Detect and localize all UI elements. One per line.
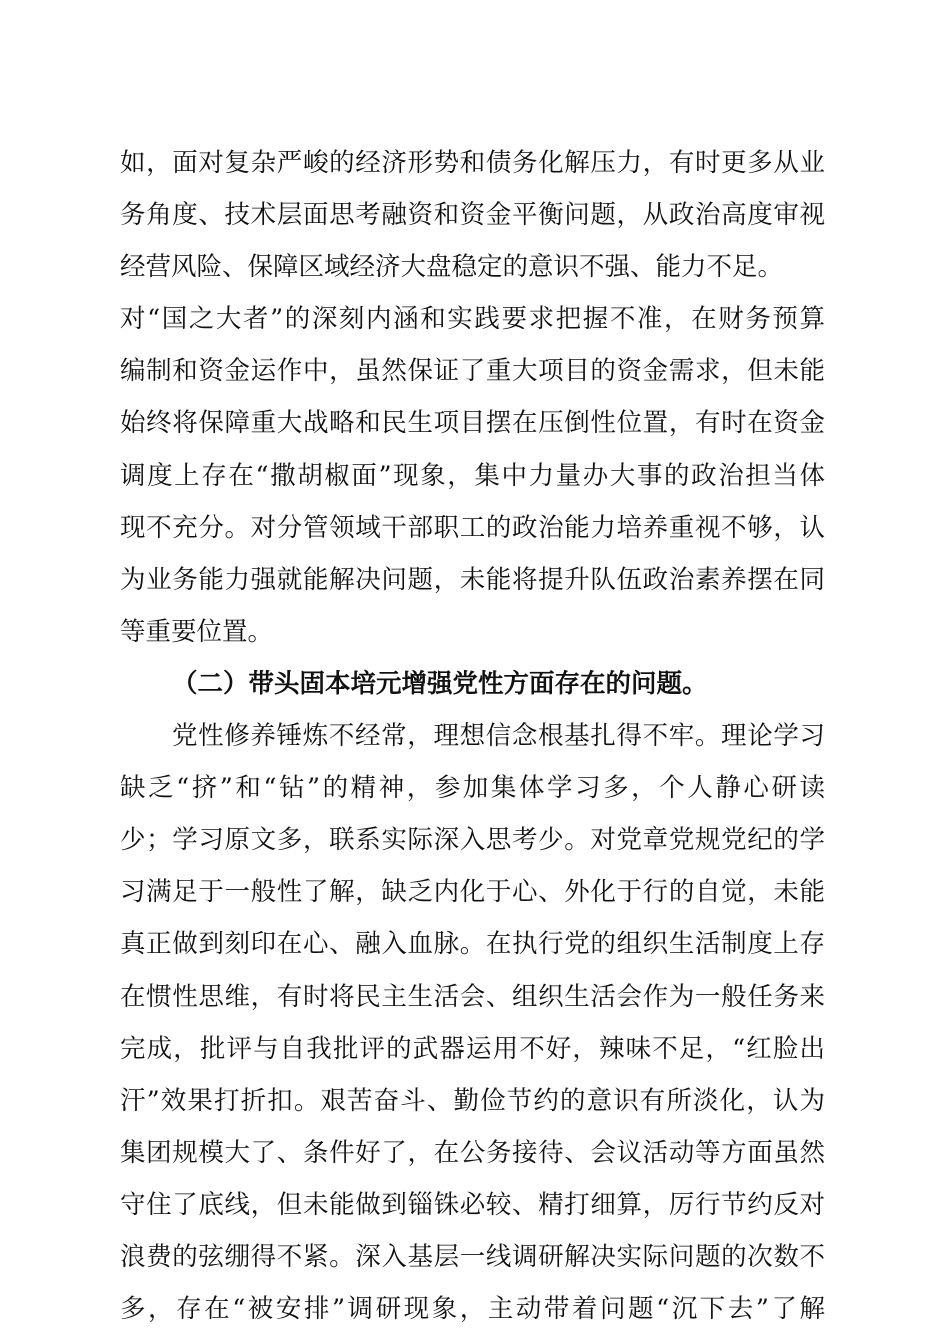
- text-line: 浪费的弦绷得不紧。深入基层一线调研解决实际问题的次数不: [120, 1241, 825, 1272]
- text-line: 党性修养锤炼不经常，理想信念根基扎得不牢。理论学习: [172, 721, 825, 752]
- text-line: 为业务能力强就能解决问题，未能将提升队伍政治素养摆在同: [120, 564, 825, 595]
- text-line: 等重要位置。: [120, 616, 274, 647]
- text-line: 始终将保障重大战略和民生项目摆在压倒性位置，有时在资金: [120, 408, 825, 439]
- section-heading: （二）带头固本培元增强党性方面存在的问题。: [172, 668, 708, 699]
- text-line: 在惯性思维，有时将民主生活会、组织生活会作为一般任务来: [120, 981, 825, 1012]
- text-line: 真正做到刻印在心、融入血脉。在执行党的组织生活制度上存: [120, 929, 825, 960]
- text-line: 经营风险、保障区域经济大盘稳定的意识不强、能力不足。: [120, 252, 784, 283]
- text-line: 现不充分。对分管领域干部职工的政治能力培养重视不够，认: [120, 512, 825, 543]
- document-body: [120, 137, 825, 1335]
- text-line: 少；学习原文多，联系实际深入思考少。对党章党规党纪的学: [120, 825, 825, 856]
- text-line: 多，存在“被安排”调研现象，主动带着问题“沉下去”了解: [120, 1294, 825, 1325]
- text-line: 完成，批评与自我批评的武器运用不好，辣味不足，“红脸出: [120, 1033, 825, 1064]
- paragraph-1: [120, 137, 825, 658]
- text-line: 对“国之大者”的深刻内涵和实践要求把握不准，在财务预算: [120, 304, 825, 335]
- text-line: 守住了底线，但未能做到锱铢必较、精打细算，厉行节约反对: [120, 1189, 825, 1220]
- text-line: 汗”效果打折扣。艰苦奋斗、勤俭节约的意识有所淡化，认为: [120, 1085, 825, 1116]
- text-line: 集团规模大了、条件好了，在公务接待、会议活动等方面虽然: [120, 1137, 825, 1168]
- text-line: 如，面对复杂严峻的经济形势和债务化解压力，有时更多从业: [120, 148, 825, 178]
- text-line: 习满足于一般性了解，缺乏内化于心、外化于行的自觉，未能: [120, 877, 825, 908]
- text-line: 编制和资金运作中，虽然保证了重大项目的资金需求，但未能: [120, 356, 825, 387]
- text-line: 缺乏“挤”和“钻”的精神，参加集体学习多，个人静心研读: [120, 773, 825, 804]
- text-line: 务角度、技术层面思考融资和资金平衡问题，从政治高度审视: [120, 200, 825, 231]
- paragraph-2: [120, 710, 825, 1335]
- text-line: 调度上存在“撒胡椒面”现象，集中力量办大事的政治担当体: [120, 460, 825, 491]
